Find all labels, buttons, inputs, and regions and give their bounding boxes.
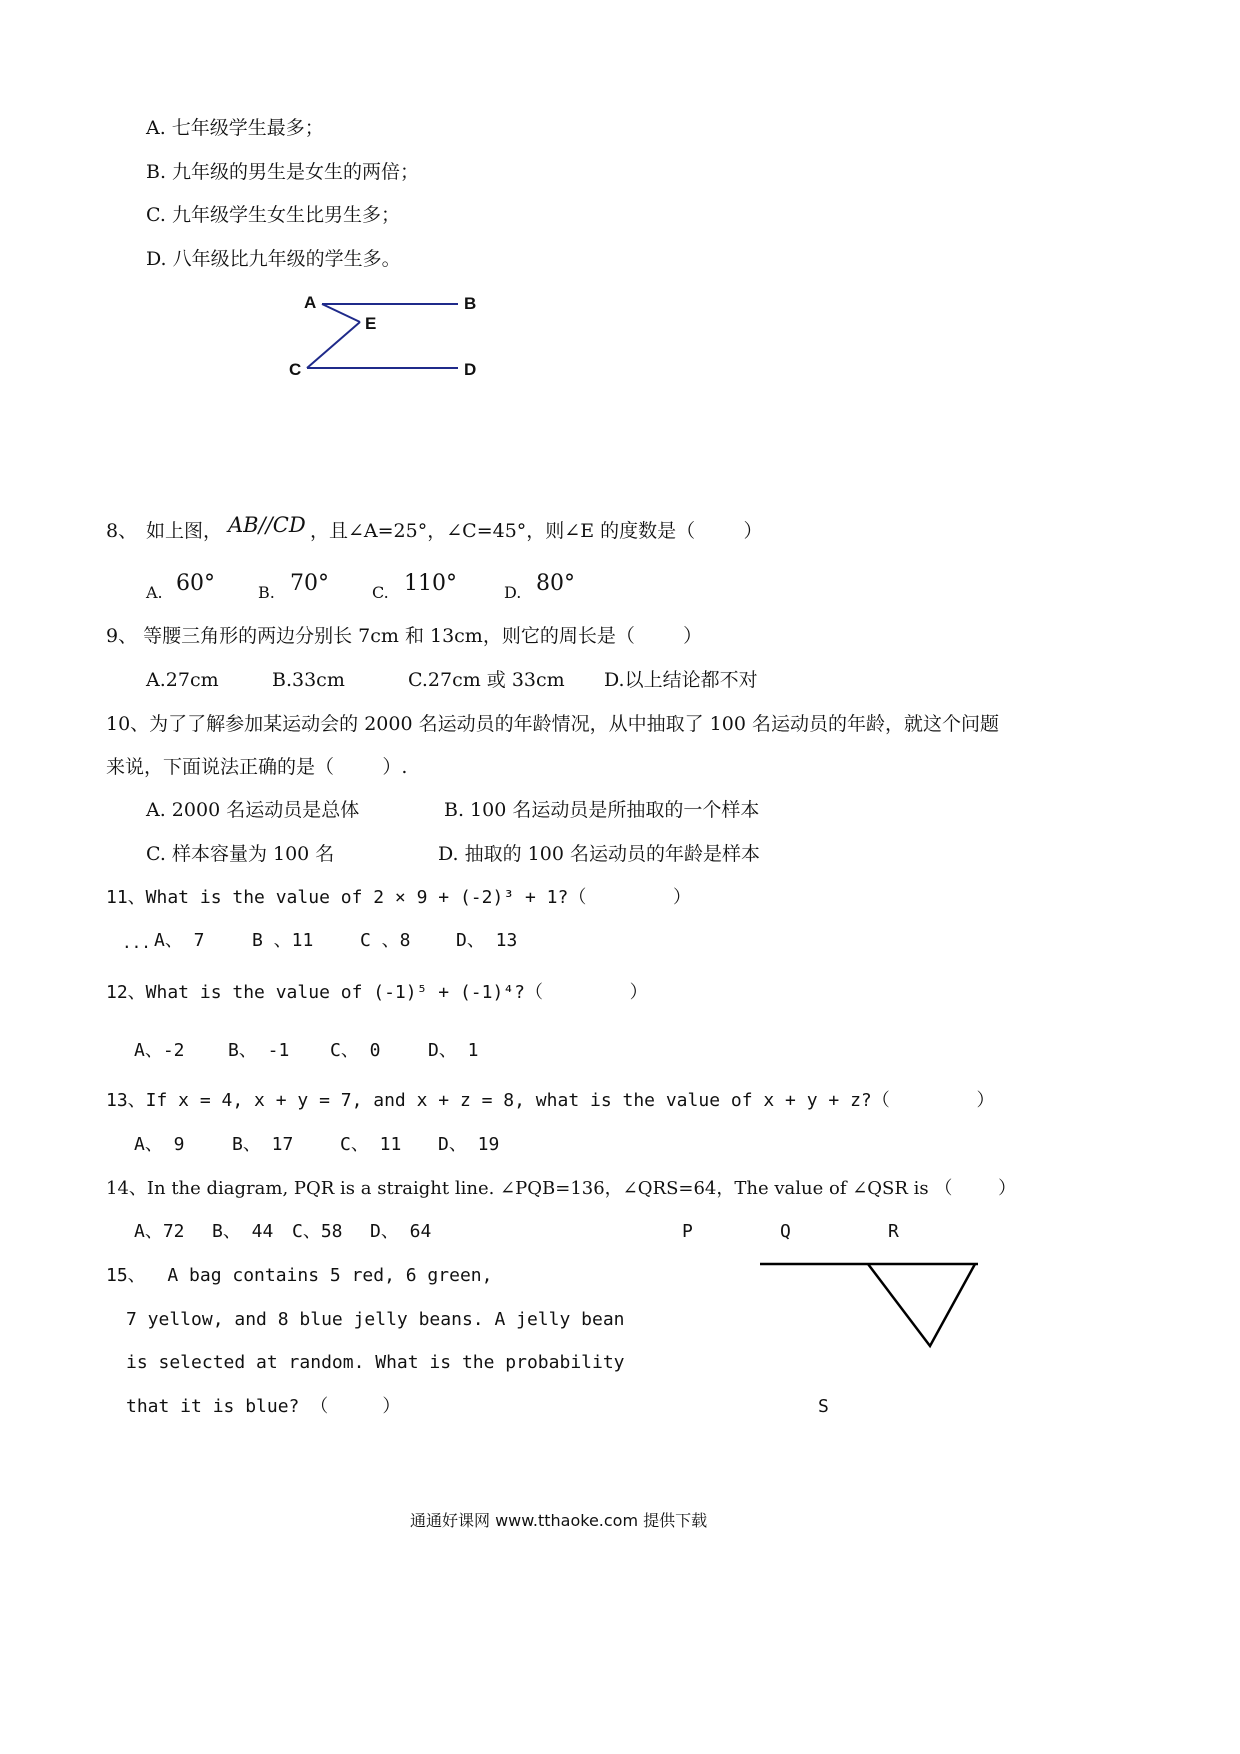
q14-option-a: A、72 <box>134 1221 185 1242</box>
q8-option-b-value: 70° <box>290 571 329 596</box>
q8-option-b-letter: B. <box>258 583 275 602</box>
q13-question: 13、If x = 4, x + y = 7, and x + z = 8, what is the value of x + y + z?（ ） <box>106 1090 995 1111</box>
q8-option-c-letter: C. <box>372 583 389 602</box>
q13-option-b: B、 17 <box>232 1134 294 1155</box>
q15-question-line4: that it is blue? （ ） <box>126 1396 401 1417</box>
q10-option-b: B. 100 名运动员是所抽取的一个样本 <box>444 799 760 821</box>
q9-option-c: C.27cm 或 33cm <box>408 669 565 691</box>
figure-label-s: S <box>818 1396 829 1417</box>
q8-option-d-value: 80° <box>536 571 575 596</box>
q13-option-a: A、 9 <box>134 1134 185 1155</box>
figure-label-e: E <box>365 314 377 333</box>
q12-question: 12、What is the value of (-1)⁵ + (-1)⁴?（ ） <box>106 982 648 1003</box>
figure-label-c: C <box>289 360 302 379</box>
q8-prefix: 如上图， <box>146 520 223 542</box>
q8-option-d-letter: D. <box>504 583 522 602</box>
q12-option-a: A、-2 <box>134 1040 185 1061</box>
figure-label-b: B <box>464 294 477 313</box>
segment-ae <box>322 304 360 322</box>
q10-option-a: A. 2000 名运动员是总体 <box>146 799 360 821</box>
q8-math-ab-parallel-cd: AB//CD <box>228 513 306 537</box>
q11-question: 11、What is the value of 2 × 9 + (-2)³ + 1?（ ） <box>106 887 692 908</box>
q8-option-a-value: 60° <box>176 571 215 596</box>
q8-number: 8、 <box>106 520 138 542</box>
q9-question: 9、 等腰三角形的两边分别长 7cm 和 13cm，则它的周长是（ ） <box>106 625 703 647</box>
q7-option-b: B. 九年级的男生是女生的两倍； <box>146 161 420 183</box>
q9-option-a: A.27cm <box>146 669 219 691</box>
q14-option-b: B、 44 <box>212 1221 274 1242</box>
q7-option-c: C. 九年级学生女生比男生多； <box>146 204 400 226</box>
q14-option-c: C、58 <box>292 1221 343 1242</box>
q14-option-d: D、 64 <box>370 1221 432 1242</box>
q11-option-c: C 、8 <box>360 930 411 951</box>
figure-label-a: A <box>304 293 317 312</box>
q7-option-d: D. 八年级比九年级的学生多。 <box>146 248 401 270</box>
q11-option-d: D、 13 <box>456 930 518 951</box>
q8-option-c-value: 110° <box>404 571 457 596</box>
q10-question-line1: 10、为了了解参加某运动会的 2000 名运动员的年龄情况，从中抽取了 100 名运动员的年龄，就这个问题 <box>106 713 999 735</box>
triangle-qsr <box>868 1264 975 1346</box>
page-footer: 通通好课网 www.tthaoke.com 提供下载 <box>410 1511 708 1530</box>
q11-option-b: B 、11 <box>252 930 314 951</box>
q12-option-c: C、 0 <box>330 1040 381 1061</box>
q10-question-line2: 来说，下面说法正确的是（ ）. <box>106 756 408 778</box>
q15-question-line3: is selected at random. What is the probability <box>126 1352 625 1373</box>
q15-question-line2: 7 yellow, and 8 blue jelly beans. A jelly bean <box>126 1309 625 1330</box>
q12-option-d: D、 1 <box>428 1040 479 1061</box>
q13-option-c: C、 11 <box>340 1134 402 1155</box>
q7-option-a: A. 七年级学生最多； <box>146 117 324 139</box>
q8-option-a-letter: A. <box>146 583 163 602</box>
q11-options-prefix: ... <box>122 933 151 952</box>
q9-option-b: B.33cm <box>272 669 345 691</box>
segment-ec <box>307 322 360 368</box>
q10-option-c: C. 样本容量为 100 名 <box>146 843 335 865</box>
q8-question-rest: ，且∠A=25°，∠C=45°，则∠E 的度数是（ ） <box>310 520 763 542</box>
q12-option-b: B、 -1 <box>228 1040 290 1061</box>
q11-option-a: A、 7 <box>154 930 205 951</box>
q13-option-d: D、 19 <box>438 1134 500 1155</box>
q10-option-d: D. 抽取的 100 名运动员的年龄是样本 <box>438 843 760 865</box>
figure-label-p: P <box>682 1221 693 1242</box>
q14-question: 14、In the diagram, PQR is a straight line. ∠PQB=136，∠QRS=64，The value of ∠QSR is （ ） <box>106 1178 1017 1199</box>
figure-label-r: R <box>888 1221 899 1242</box>
figure-label-d: D <box>464 360 477 379</box>
figure-label-q: Q <box>780 1221 791 1242</box>
q9-option-d: D.以上结论都不对 <box>604 669 758 691</box>
q15-question-line1: 15、 A bag contains 5 red, 6 green, <box>106 1265 493 1286</box>
